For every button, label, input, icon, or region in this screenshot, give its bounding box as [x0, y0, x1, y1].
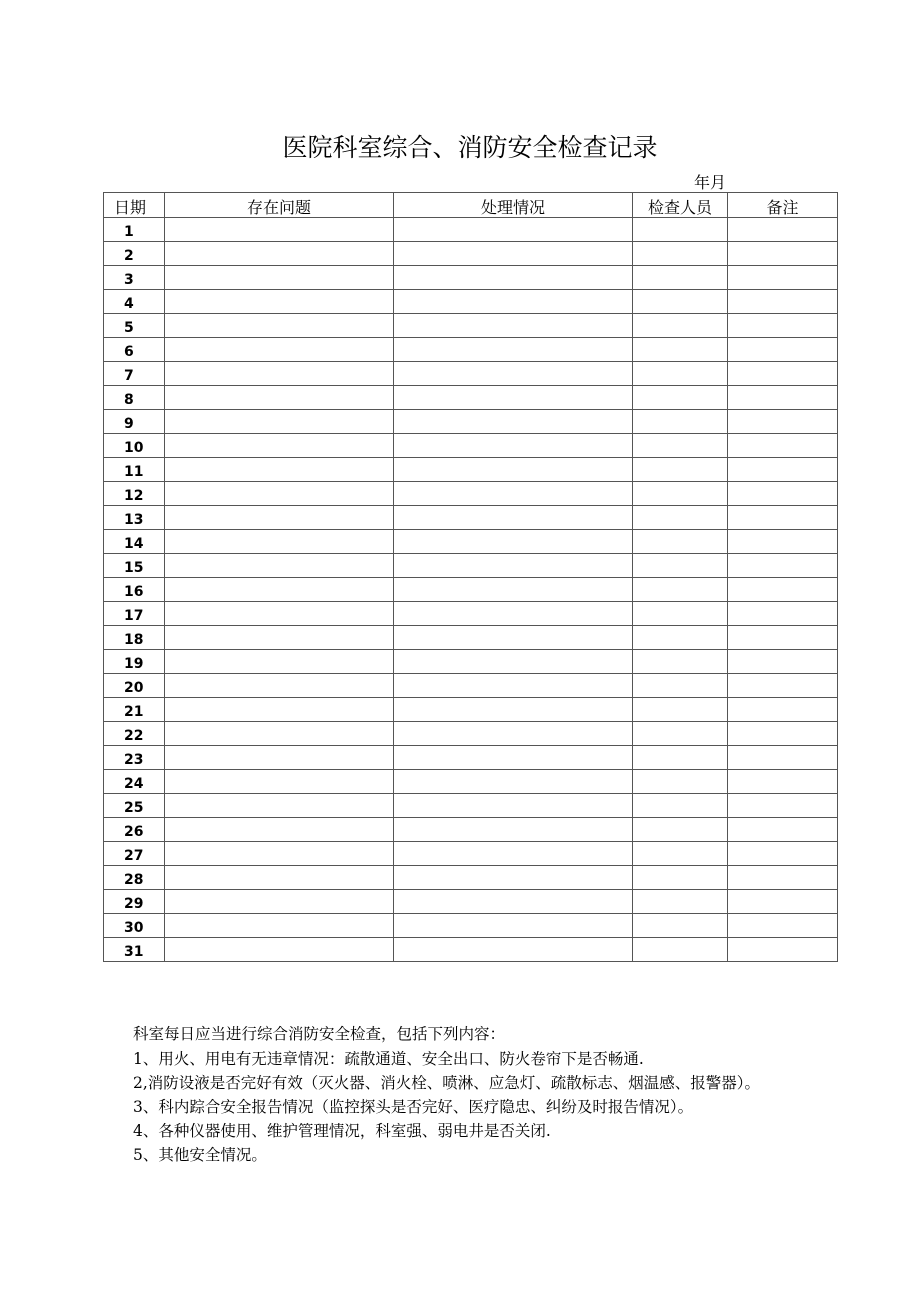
- inspector-cell[interactable]: [633, 842, 728, 866]
- inspector-cell[interactable]: [633, 818, 728, 842]
- table-header-row: [104, 193, 838, 218]
- issues-cell[interactable]: [165, 722, 394, 746]
- handling-cell[interactable]: [394, 242, 633, 266]
- inspector-cell[interactable]: [633, 410, 728, 434]
- table-row: [104, 506, 838, 530]
- table-row: [104, 938, 838, 962]
- issues-cell[interactable]: [165, 242, 394, 266]
- issues-cell[interactable]: [165, 458, 394, 482]
- handling-cell[interactable]: [394, 602, 633, 626]
- day-cell: 5: [104, 314, 165, 338]
- inspector-cell[interactable]: [633, 578, 728, 602]
- handling-cell[interactable]: [394, 266, 633, 290]
- day-cell: 25: [104, 794, 165, 818]
- inspector-cell[interactable]: [633, 434, 728, 458]
- issues-cell[interactable]: [165, 386, 394, 410]
- table-row: [104, 746, 838, 770]
- inspector-cell[interactable]: [633, 266, 728, 290]
- note-item-4: 4、各种仪器使用、维护管理情况，科室强、弱电井是否关闭.: [133, 1122, 551, 1140]
- issues-cell[interactable]: [165, 218, 394, 242]
- inspector-cell[interactable]: [633, 698, 728, 722]
- remarks-cell[interactable]: [728, 866, 838, 890]
- handling-cell[interactable]: [394, 410, 633, 434]
- issues-cell[interactable]: [165, 890, 394, 914]
- table-row: [104, 866, 838, 890]
- handling-cell[interactable]: [394, 314, 633, 338]
- handling-cell[interactable]: [394, 506, 633, 530]
- issues-cell[interactable]: [165, 746, 394, 770]
- remarks-cell[interactable]: [728, 746, 838, 770]
- issues-cell[interactable]: [165, 602, 394, 626]
- day-cell: 20: [104, 674, 165, 698]
- remarks-cell[interactable]: [728, 362, 838, 386]
- inspector-cell[interactable]: [633, 458, 728, 482]
- table-row: [104, 842, 838, 866]
- issues-cell[interactable]: [165, 674, 394, 698]
- day-cell: 11: [104, 458, 165, 482]
- table-row: [104, 266, 838, 290]
- inspector-cell[interactable]: [633, 626, 728, 650]
- table-row: [104, 770, 838, 794]
- inspector-cell[interactable]: [633, 362, 728, 386]
- remarks-cell[interactable]: [728, 794, 838, 818]
- day-cell: 15: [104, 554, 165, 578]
- inspector-cell[interactable]: [633, 506, 728, 530]
- issues-cell[interactable]: [165, 338, 394, 362]
- inspector-cell[interactable]: [633, 530, 728, 554]
- day-cell: 24: [104, 770, 165, 794]
- table-row: [104, 410, 838, 434]
- issues-cell[interactable]: [165, 866, 394, 890]
- note-item-5: 5、其他安全情况。: [133, 1146, 267, 1164]
- handling-cell[interactable]: [394, 386, 633, 410]
- table-row: [104, 602, 838, 626]
- day-cell: 23: [104, 746, 165, 770]
- table-row: [104, 386, 838, 410]
- remarks-cell[interactable]: [728, 698, 838, 722]
- table-row: [104, 338, 838, 362]
- page-title: 医院科室综合、消防安全检查记录: [282, 133, 658, 162]
- inspector-cell[interactable]: [633, 794, 728, 818]
- handling-cell[interactable]: [394, 746, 633, 770]
- remarks-cell[interactable]: [728, 218, 838, 242]
- handling-cell[interactable]: [394, 626, 633, 650]
- table-row: [104, 650, 838, 674]
- day-cell: 29: [104, 890, 165, 914]
- note-item-1: 1、用火、用电有无违章情况：疏散通道、安全出口、防火卷帘下是否畅通.: [133, 1050, 644, 1068]
- remarks-cell[interactable]: [728, 482, 838, 506]
- handling-cell[interactable]: [394, 218, 633, 242]
- remarks-cell[interactable]: [728, 290, 838, 314]
- handling-cell[interactable]: [394, 434, 633, 458]
- day-cell: 22: [104, 722, 165, 746]
- issues-cell[interactable]: [165, 818, 394, 842]
- day-cell: 18: [104, 626, 165, 650]
- table-row: [104, 698, 838, 722]
- issues-cell[interactable]: [165, 626, 394, 650]
- table-row: [104, 914, 838, 938]
- day-cell: 9: [104, 410, 165, 434]
- inspector-cell[interactable]: [633, 914, 728, 938]
- remarks-cell[interactable]: [728, 578, 838, 602]
- remarks-cell[interactable]: [728, 674, 838, 698]
- table-row: [104, 290, 838, 314]
- remarks-cell[interactable]: [728, 938, 838, 962]
- issues-cell[interactable]: [165, 698, 394, 722]
- table-row: [104, 554, 838, 578]
- day-cell: 4: [104, 290, 165, 314]
- table-row: [104, 314, 838, 338]
- day-cell: 16: [104, 578, 165, 602]
- issues-cell[interactable]: [165, 914, 394, 938]
- inspector-cell[interactable]: [633, 866, 728, 890]
- year-month-label: 年月: [694, 173, 727, 192]
- remarks-cell[interactable]: [728, 914, 838, 938]
- remarks-cell[interactable]: [728, 818, 838, 842]
- inspector-cell[interactable]: [633, 650, 728, 674]
- remarks-cell[interactable]: [728, 770, 838, 794]
- day-cell: 3: [104, 266, 165, 290]
- day-cell: 2: [104, 242, 165, 266]
- note-item-3: 3、科内踪合安全报告情况（监控探头是否完好、医疗隐忠、纠纷及时报告情况）。: [133, 1098, 694, 1116]
- day-cell: 14: [104, 530, 165, 554]
- day-cell: 1: [104, 218, 165, 242]
- header-handling: 处理情况: [394, 193, 633, 218]
- issues-cell[interactable]: [165, 650, 394, 674]
- day-cell: 27: [104, 842, 165, 866]
- inspector-cell[interactable]: [633, 242, 728, 266]
- table-row: [104, 362, 838, 386]
- table-row: [104, 722, 838, 746]
- header-date: 日期: [104, 193, 165, 218]
- table-row: [104, 482, 838, 506]
- issues-cell[interactable]: [165, 794, 394, 818]
- day-cell: 8: [104, 386, 165, 410]
- inspector-cell[interactable]: [633, 482, 728, 506]
- handling-cell[interactable]: [394, 554, 633, 578]
- remarks-cell[interactable]: [728, 842, 838, 866]
- table-row: [104, 218, 838, 242]
- issues-cell[interactable]: [165, 290, 394, 314]
- table-row: [104, 890, 838, 914]
- handling-cell[interactable]: [394, 818, 633, 842]
- remarks-cell[interactable]: [728, 314, 838, 338]
- issues-cell[interactable]: [165, 530, 394, 554]
- inspector-cell[interactable]: [633, 290, 728, 314]
- inspector-cell[interactable]: [633, 722, 728, 746]
- inspector-cell[interactable]: [633, 890, 728, 914]
- remarks-cell[interactable]: [728, 338, 838, 362]
- table-row: [104, 818, 838, 842]
- table-row: [104, 626, 838, 650]
- inspector-cell[interactable]: [633, 674, 728, 698]
- issues-cell[interactable]: [165, 770, 394, 794]
- note-item-2: 2,消防设液是否完好有效（灭火器、消火栓、喷淋、应急灯、疏散标志、烟温感、报警器）。: [133, 1074, 761, 1092]
- table-row: [104, 530, 838, 554]
- header-inspector: 检查人员: [633, 193, 728, 218]
- day-cell: 6: [104, 338, 165, 362]
- handling-cell[interactable]: [394, 578, 633, 602]
- issues-cell[interactable]: [165, 482, 394, 506]
- issues-cell[interactable]: [165, 362, 394, 386]
- header-remarks: 备注: [728, 193, 838, 218]
- remarks-cell[interactable]: [728, 410, 838, 434]
- handling-cell[interactable]: [394, 530, 633, 554]
- handling-cell[interactable]: [394, 674, 633, 698]
- inspector-cell[interactable]: [633, 338, 728, 362]
- day-cell: 21: [104, 698, 165, 722]
- remarks-cell[interactable]: [728, 554, 838, 578]
- handling-cell[interactable]: [394, 362, 633, 386]
- table-row: [104, 434, 838, 458]
- handling-cell[interactable]: [394, 890, 633, 914]
- remarks-cell[interactable]: [728, 266, 838, 290]
- handling-cell[interactable]: [394, 458, 633, 482]
- day-cell: 17: [104, 602, 165, 626]
- handling-cell[interactable]: [394, 650, 633, 674]
- day-cell: 12: [104, 482, 165, 506]
- handling-cell[interactable]: [394, 290, 633, 314]
- day-cell: 31: [104, 938, 165, 962]
- issues-cell[interactable]: [165, 434, 394, 458]
- handling-cell[interactable]: [394, 722, 633, 746]
- day-cell: 28: [104, 866, 165, 890]
- remarks-cell[interactable]: [728, 890, 838, 914]
- inspector-cell[interactable]: [633, 602, 728, 626]
- day-cell: 13: [104, 506, 165, 530]
- issues-cell[interactable]: [165, 842, 394, 866]
- inspector-cell[interactable]: [633, 770, 728, 794]
- inspector-cell[interactable]: [633, 746, 728, 770]
- day-cell: 30: [104, 914, 165, 938]
- remarks-cell[interactable]: [728, 506, 838, 530]
- handling-cell[interactable]: [394, 866, 633, 890]
- table-row: [104, 674, 838, 698]
- remarks-cell[interactable]: [728, 242, 838, 266]
- issues-cell[interactable]: [165, 410, 394, 434]
- handling-cell[interactable]: [394, 338, 633, 362]
- remarks-cell[interactable]: [728, 434, 838, 458]
- day-cell: 26: [104, 818, 165, 842]
- inspector-cell[interactable]: [633, 218, 728, 242]
- issues-cell[interactable]: [165, 938, 394, 962]
- issues-cell[interactable]: [165, 314, 394, 338]
- handling-cell[interactable]: [394, 842, 633, 866]
- day-cell: 10: [104, 434, 165, 458]
- inspector-cell[interactable]: [633, 938, 728, 962]
- table-row: [104, 458, 838, 482]
- handling-cell[interactable]: [394, 698, 633, 722]
- handling-cell[interactable]: [394, 482, 633, 506]
- remarks-cell[interactable]: [728, 458, 838, 482]
- day-cell: 7: [104, 362, 165, 386]
- remarks-cell[interactable]: [728, 602, 838, 626]
- handling-cell[interactable]: [394, 938, 633, 962]
- issues-cell[interactable]: [165, 506, 394, 530]
- remarks-cell[interactable]: [728, 650, 838, 674]
- table-body: [104, 218, 838, 962]
- issues-cell[interactable]: [165, 266, 394, 290]
- inspector-cell[interactable]: [633, 554, 728, 578]
- notes-intro: 科室每日应当进行综合消防安全检查，包括下列内容：: [133, 1025, 506, 1043]
- inspection-notes: [133, 1022, 839, 1167]
- handling-cell[interactable]: [394, 770, 633, 794]
- inspection-log-table: [103, 192, 838, 962]
- remarks-cell[interactable]: [728, 626, 838, 650]
- inspector-cell[interactable]: [633, 386, 728, 410]
- table-row: [104, 578, 838, 602]
- issues-cell[interactable]: [165, 578, 394, 602]
- remarks-cell[interactable]: [728, 722, 838, 746]
- table-row: [104, 242, 838, 266]
- handling-cell[interactable]: [394, 914, 633, 938]
- header-issues: 存在问题: [165, 193, 394, 218]
- table-row: [104, 794, 838, 818]
- handling-cell[interactable]: [394, 794, 633, 818]
- remarks-cell[interactable]: [728, 530, 838, 554]
- day-cell: 19: [104, 650, 165, 674]
- issues-cell[interactable]: [165, 554, 394, 578]
- remarks-cell[interactable]: [728, 386, 838, 410]
- inspector-cell[interactable]: [633, 314, 728, 338]
